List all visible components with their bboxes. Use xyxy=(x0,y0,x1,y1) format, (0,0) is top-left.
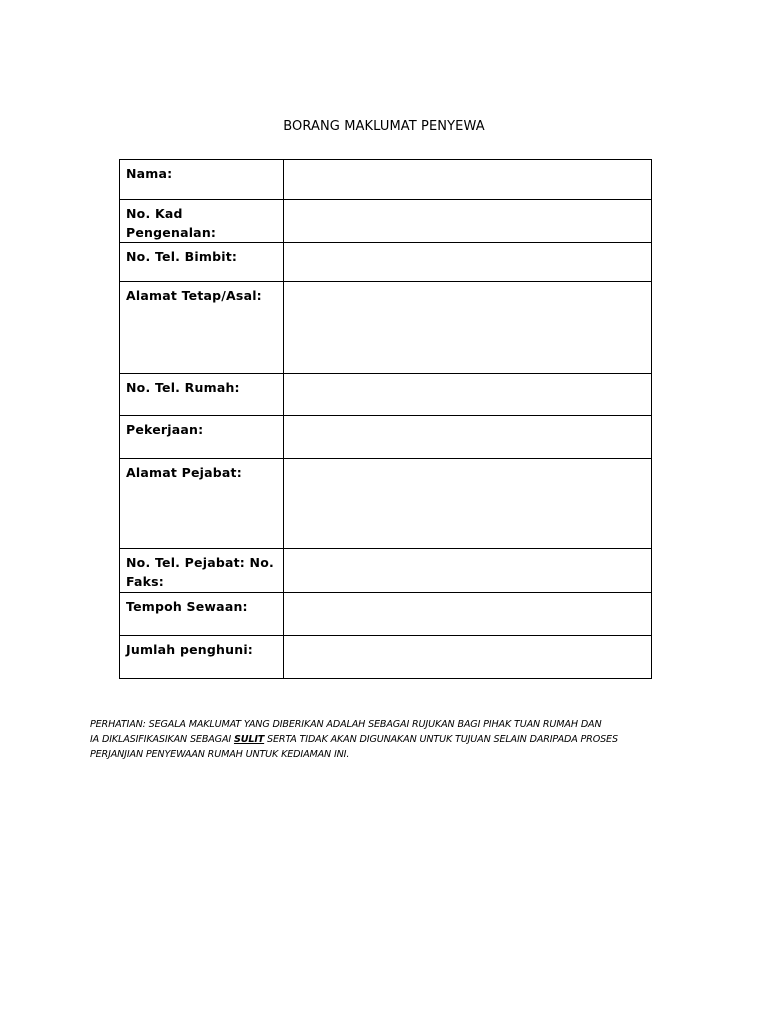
notice-sulit-emphasis: SULIT xyxy=(233,734,265,745)
label-no-kad-pengenalan: No. Kad Pengenalan: xyxy=(120,200,284,243)
label-alamat-tetap: Alamat Tetap/Asal: xyxy=(120,282,284,374)
no-tel-bimbit-field[interactable] xyxy=(284,243,651,280)
no-kad-pengenalan-field-cell xyxy=(284,200,652,243)
no-tel-pejabat-faks-field[interactable] xyxy=(284,549,651,591)
no-kad-pengenalan-field[interactable] xyxy=(284,200,651,240)
row-no-kad-pengenalan xyxy=(120,200,652,243)
notice-line-3: PERJANJIAN PENYEWAAN RUMAH UNTUK KEDIAMAN INI. xyxy=(90,749,350,760)
row-pekerjaan xyxy=(120,416,652,459)
alamat-pejabat-field-cell xyxy=(284,459,652,549)
notice-text xyxy=(90,717,720,762)
tenant-info-table xyxy=(119,159,652,679)
tempoh-sewaan-field[interactable] xyxy=(284,593,651,634)
nama-field[interactable] xyxy=(284,160,651,198)
alamat-tetap-field-cell xyxy=(284,282,652,374)
nama-field-cell xyxy=(284,160,652,200)
row-alamat-tetap xyxy=(120,282,652,374)
label-jumlah-penghuni: Jumlah penghuni: xyxy=(120,636,284,679)
no-tel-rumah-field-cell xyxy=(284,374,652,416)
label-no-tel-rumah: No. Tel. Rumah: xyxy=(120,374,284,416)
row-jumlah-penghuni xyxy=(120,636,652,679)
pekerjaan-field[interactable] xyxy=(284,416,651,457)
no-tel-bimbit-field-cell xyxy=(284,243,652,282)
jumlah-penghuni-field[interactable] xyxy=(284,636,651,677)
no-tel-pejabat-faks-field-cell xyxy=(284,549,652,593)
row-alamat-pejabat xyxy=(120,459,652,549)
notice-line-2-start: IA DIKLASIFIKASIKAN SEBAGAI xyxy=(90,734,234,745)
notice-line-1: PERHATIAN: SEGALA MAKLUMAT YANG DIBERIKAN ADALAH SEBAGAI RUJUKAN BAGI PIHAK TUAN RUMAH DAN xyxy=(90,719,602,730)
row-no-tel-rumah xyxy=(120,374,652,416)
pekerjaan-field-cell xyxy=(284,416,652,459)
label-pekerjaan: Pekerjaan: xyxy=(120,416,284,459)
form-title: BORANG MAKLUMAT PENYEWA xyxy=(283,119,485,134)
row-nama xyxy=(120,160,652,200)
label-no-tel-pejabat-faks: No. Tel. Pejabat: No. Faks: xyxy=(120,549,284,593)
row-tempoh-sewaan xyxy=(120,593,652,636)
notice-line-2 xyxy=(90,732,720,747)
jumlah-penghuni-field-cell xyxy=(284,636,652,679)
row-no-tel-pejabat-faks xyxy=(120,549,652,593)
label-tempoh-sewaan: Tempoh Sewaan: xyxy=(120,593,284,636)
no-tel-rumah-field[interactable] xyxy=(284,374,651,414)
notice-line-2-end: SERTA TIDAK AKAN DIGUNAKAN UNTUK TUJUAN SELAIN DARIPADA PROSES xyxy=(264,734,618,745)
tempoh-sewaan-field-cell xyxy=(284,593,652,636)
label-nama: Nama: xyxy=(120,160,284,200)
alamat-tetap-field[interactable] xyxy=(284,282,651,372)
label-no-tel-bimbit: No. Tel. Bimbit: xyxy=(120,243,284,282)
label-alamat-pejabat: Alamat Pejabat: xyxy=(120,459,284,549)
row-no-tel-bimbit xyxy=(120,243,652,282)
alamat-pejabat-field[interactable] xyxy=(284,459,651,547)
